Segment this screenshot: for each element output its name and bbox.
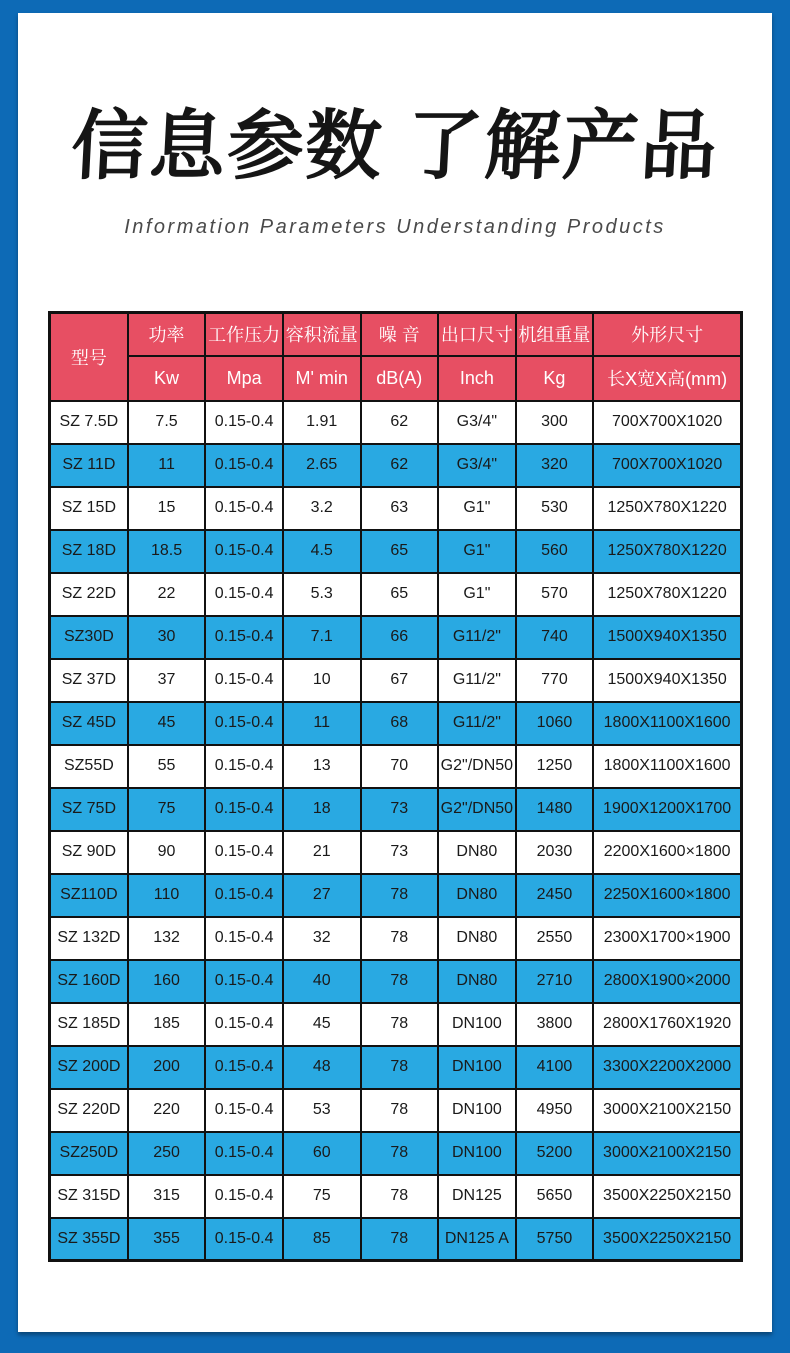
value-cell: 73 [361,831,439,874]
value-cell: 110 [128,874,206,917]
value-cell: 2800X1760X1920 [593,1003,741,1046]
table-row [50,702,742,745]
value-cell: 30 [128,616,206,659]
model-cell: SZ 200D [50,1046,128,1089]
value-cell: 65 [361,530,439,573]
column-header-unit-1: Mpa [205,356,283,401]
value-cell: 200 [128,1046,206,1089]
value-cell: 73 [361,788,439,831]
value-cell: 65 [361,573,439,616]
value-cell: 0.15-0.4 [205,1132,283,1175]
value-cell: 740 [516,616,594,659]
value-cell: DN125 [438,1175,516,1218]
value-cell: 2030 [516,831,594,874]
value-cell: 32 [283,917,361,960]
value-cell: 2300X1700×1900 [593,917,741,960]
model-cell: SZ 11D [50,444,128,487]
table-row [50,1046,742,1089]
value-cell: 18.5 [128,530,206,573]
page-subtitle: Information Parameters Understanding Products [124,216,666,239]
model-cell: SZ 90D [50,831,128,874]
value-cell: 0.15-0.4 [205,616,283,659]
value-cell: 4.5 [283,530,361,573]
column-header-label-4: 出口尺寸 [438,313,516,356]
value-cell: 78 [361,1046,439,1089]
column-header-label-2: 容积流量 [283,313,361,356]
value-cell: 62 [361,401,439,444]
model-cell: SZ 15D [50,487,128,530]
value-cell: 160 [128,960,206,1003]
model-cell: SZ250D [50,1132,128,1175]
value-cell: 1500X940X1350 [593,659,741,702]
value-cell: 75 [283,1175,361,1218]
model-cell: SZ 132D [50,917,128,960]
value-cell: 0.15-0.4 [205,702,283,745]
content-panel [18,13,772,1332]
value-cell: 1250 [516,745,594,788]
value-cell: 2250X1600×1800 [593,874,741,917]
value-cell: G1" [438,530,516,573]
value-cell: 1.91 [283,401,361,444]
value-cell: G11/2" [438,659,516,702]
value-cell: 63 [361,487,439,530]
value-cell: 78 [361,874,439,917]
value-cell: 1500X940X1350 [593,616,741,659]
value-cell: 5200 [516,1132,594,1175]
value-cell: G11/2" [438,616,516,659]
value-cell: G1" [438,487,516,530]
value-cell: DN80 [438,831,516,874]
value-cell: 185 [128,1003,206,1046]
value-cell: 60 [283,1132,361,1175]
value-cell: DN100 [438,1089,516,1132]
value-cell: 1250X780X1220 [593,573,741,616]
value-cell: DN100 [438,1132,516,1175]
value-cell: 3500X2250X2150 [593,1218,741,1261]
value-cell: 3.2 [283,487,361,530]
value-cell: 3500X2250X2150 [593,1175,741,1218]
column-header-label-0: 功率 [128,313,206,356]
table-row [50,788,742,831]
page-title: 信息参数 了解产品 [69,104,721,189]
table-row [50,616,742,659]
value-cell: 62 [361,444,439,487]
value-cell: 300 [516,401,594,444]
value-cell: 0.15-0.4 [205,487,283,530]
value-cell: 2450 [516,874,594,917]
value-cell: 7.5 [128,401,206,444]
value-cell: 700X700X1020 [593,444,741,487]
model-cell: SZ30D [50,616,128,659]
value-cell: 45 [128,702,206,745]
model-cell: SZ 18D [50,530,128,573]
value-cell: 4950 [516,1089,594,1132]
value-cell: DN125 A [438,1218,516,1261]
value-cell: 5.3 [283,573,361,616]
value-cell: 0.15-0.4 [205,1046,283,1089]
value-cell: 320 [516,444,594,487]
value-cell: 78 [361,1089,439,1132]
table-row [50,1218,742,1261]
value-cell: 67 [361,659,439,702]
model-cell: SZ 7.5D [50,401,128,444]
table-row [50,960,742,1003]
model-cell: SZ 22D [50,573,128,616]
value-cell: 48 [283,1046,361,1089]
value-cell: 1800X1100X1600 [593,745,741,788]
value-cell: 3000X2100X2150 [593,1089,741,1132]
table-row [50,1003,742,1046]
model-cell: SZ 75D [50,788,128,831]
table-row [50,1089,742,1132]
value-cell: G3/4" [438,401,516,444]
table-row [50,401,742,444]
value-cell: 3300X2200X2000 [593,1046,741,1089]
value-cell: 570 [516,573,594,616]
model-cell: SZ 315D [50,1175,128,1218]
value-cell: 0.15-0.4 [205,530,283,573]
value-cell: 2800X1900×2000 [593,960,741,1003]
value-cell: 5650 [516,1175,594,1218]
value-cell: 37 [128,659,206,702]
value-cell: 700X700X1020 [593,401,741,444]
spec-table-body [50,401,742,1261]
model-cell: SZ 160D [50,960,128,1003]
column-header-label-1: 工作压力 [205,313,283,356]
value-cell: DN100 [438,1003,516,1046]
value-cell: 78 [361,1003,439,1046]
value-cell: 70 [361,745,439,788]
value-cell: DN80 [438,874,516,917]
value-cell: 0.15-0.4 [205,1089,283,1132]
model-cell: SZ 355D [50,1218,128,1261]
table-row [50,1132,742,1175]
value-cell: 0.15-0.4 [205,659,283,702]
value-cell: 13 [283,745,361,788]
column-header-unit-4: Inch [438,356,516,401]
value-cell: G2"/DN50 [438,745,516,788]
table-row [50,487,742,530]
value-cell: 45 [283,1003,361,1046]
value-cell: 0.15-0.4 [205,745,283,788]
table-row [50,530,742,573]
table-row [50,874,742,917]
value-cell: 78 [361,960,439,1003]
spec-table-header [50,313,742,401]
value-cell: 21 [283,831,361,874]
model-cell: SZ 45D [50,702,128,745]
model-cell: SZ 37D [50,659,128,702]
value-cell: 11 [283,702,361,745]
value-cell: 5750 [516,1218,594,1261]
table-row [50,573,742,616]
value-cell: DN80 [438,917,516,960]
value-cell: 90 [128,831,206,874]
table-row [50,444,742,487]
column-header-unit-5: Kg [516,356,594,401]
value-cell: 355 [128,1218,206,1261]
value-cell: 0.15-0.4 [205,917,283,960]
value-cell: 78 [361,1218,439,1261]
value-cell: 132 [128,917,206,960]
value-cell: 18 [283,788,361,831]
value-cell: 530 [516,487,594,530]
value-cell: 15 [128,487,206,530]
value-cell: 85 [283,1218,361,1261]
value-cell: DN80 [438,960,516,1003]
value-cell: 560 [516,530,594,573]
value-cell: 53 [283,1089,361,1132]
value-cell: 1250X780X1220 [593,487,741,530]
value-cell: 1800X1100X1600 [593,702,741,745]
value-cell: 2550 [516,917,594,960]
value-cell: 55 [128,745,206,788]
value-cell: 1480 [516,788,594,831]
value-cell: 0.15-0.4 [205,831,283,874]
value-cell: 4100 [516,1046,594,1089]
value-cell: G2"/DN50 [438,788,516,831]
column-header-label-5: 机组重量 [516,313,594,356]
value-cell: 0.15-0.4 [205,874,283,917]
value-cell: 10 [283,659,361,702]
column-header-unit-0: Kw [128,356,206,401]
value-cell: DN100 [438,1046,516,1089]
value-cell: 1250X780X1220 [593,530,741,573]
value-cell: G1" [438,573,516,616]
title-block [18,101,772,239]
value-cell: 2.65 [283,444,361,487]
column-header-label-6: 外形尺寸 [593,313,741,356]
column-header-model: 型号 [50,313,128,401]
value-cell: 220 [128,1089,206,1132]
value-cell: 22 [128,573,206,616]
value-cell: 68 [361,702,439,745]
value-cell: 0.15-0.4 [205,1218,283,1261]
table-row [50,745,742,788]
value-cell: 11 [128,444,206,487]
value-cell: 0.15-0.4 [205,1175,283,1218]
column-header-unit-6: 长X宽X高(mm) [593,356,741,401]
value-cell: 27 [283,874,361,917]
value-cell: 250 [128,1132,206,1175]
value-cell: 3000X2100X2150 [593,1132,741,1175]
value-cell: 0.15-0.4 [205,788,283,831]
column-header-unit-3: dB(A) [361,356,439,401]
value-cell: 3800 [516,1003,594,1046]
table-row [50,659,742,702]
value-cell: 78 [361,1132,439,1175]
value-cell: 0.15-0.4 [205,1003,283,1046]
table-row [50,1175,742,1218]
value-cell: G3/4" [438,444,516,487]
value-cell: 0.15-0.4 [205,960,283,1003]
value-cell: 75 [128,788,206,831]
model-cell: SZ55D [50,745,128,788]
value-cell: 0.15-0.4 [205,401,283,444]
value-cell: 1900X1200X1700 [593,788,741,831]
spec-table [48,311,743,1262]
value-cell: 1060 [516,702,594,745]
value-cell: 78 [361,917,439,960]
value-cell: 78 [361,1175,439,1218]
value-cell: 66 [361,616,439,659]
value-cell: 2200X1600×1800 [593,831,741,874]
value-cell: 7.1 [283,616,361,659]
table-row [50,917,742,960]
value-cell: 40 [283,960,361,1003]
model-cell: SZ110D [50,874,128,917]
value-cell: G11/2" [438,702,516,745]
table-row [50,831,742,874]
model-cell: SZ 185D [50,1003,128,1046]
value-cell: 770 [516,659,594,702]
model-cell: SZ 220D [50,1089,128,1132]
value-cell: 0.15-0.4 [205,444,283,487]
value-cell: 0.15-0.4 [205,573,283,616]
value-cell: 2710 [516,960,594,1003]
value-cell: 315 [128,1175,206,1218]
column-header-label-3: 噪 音 [361,313,439,356]
column-header-unit-2: M' min [283,356,361,401]
